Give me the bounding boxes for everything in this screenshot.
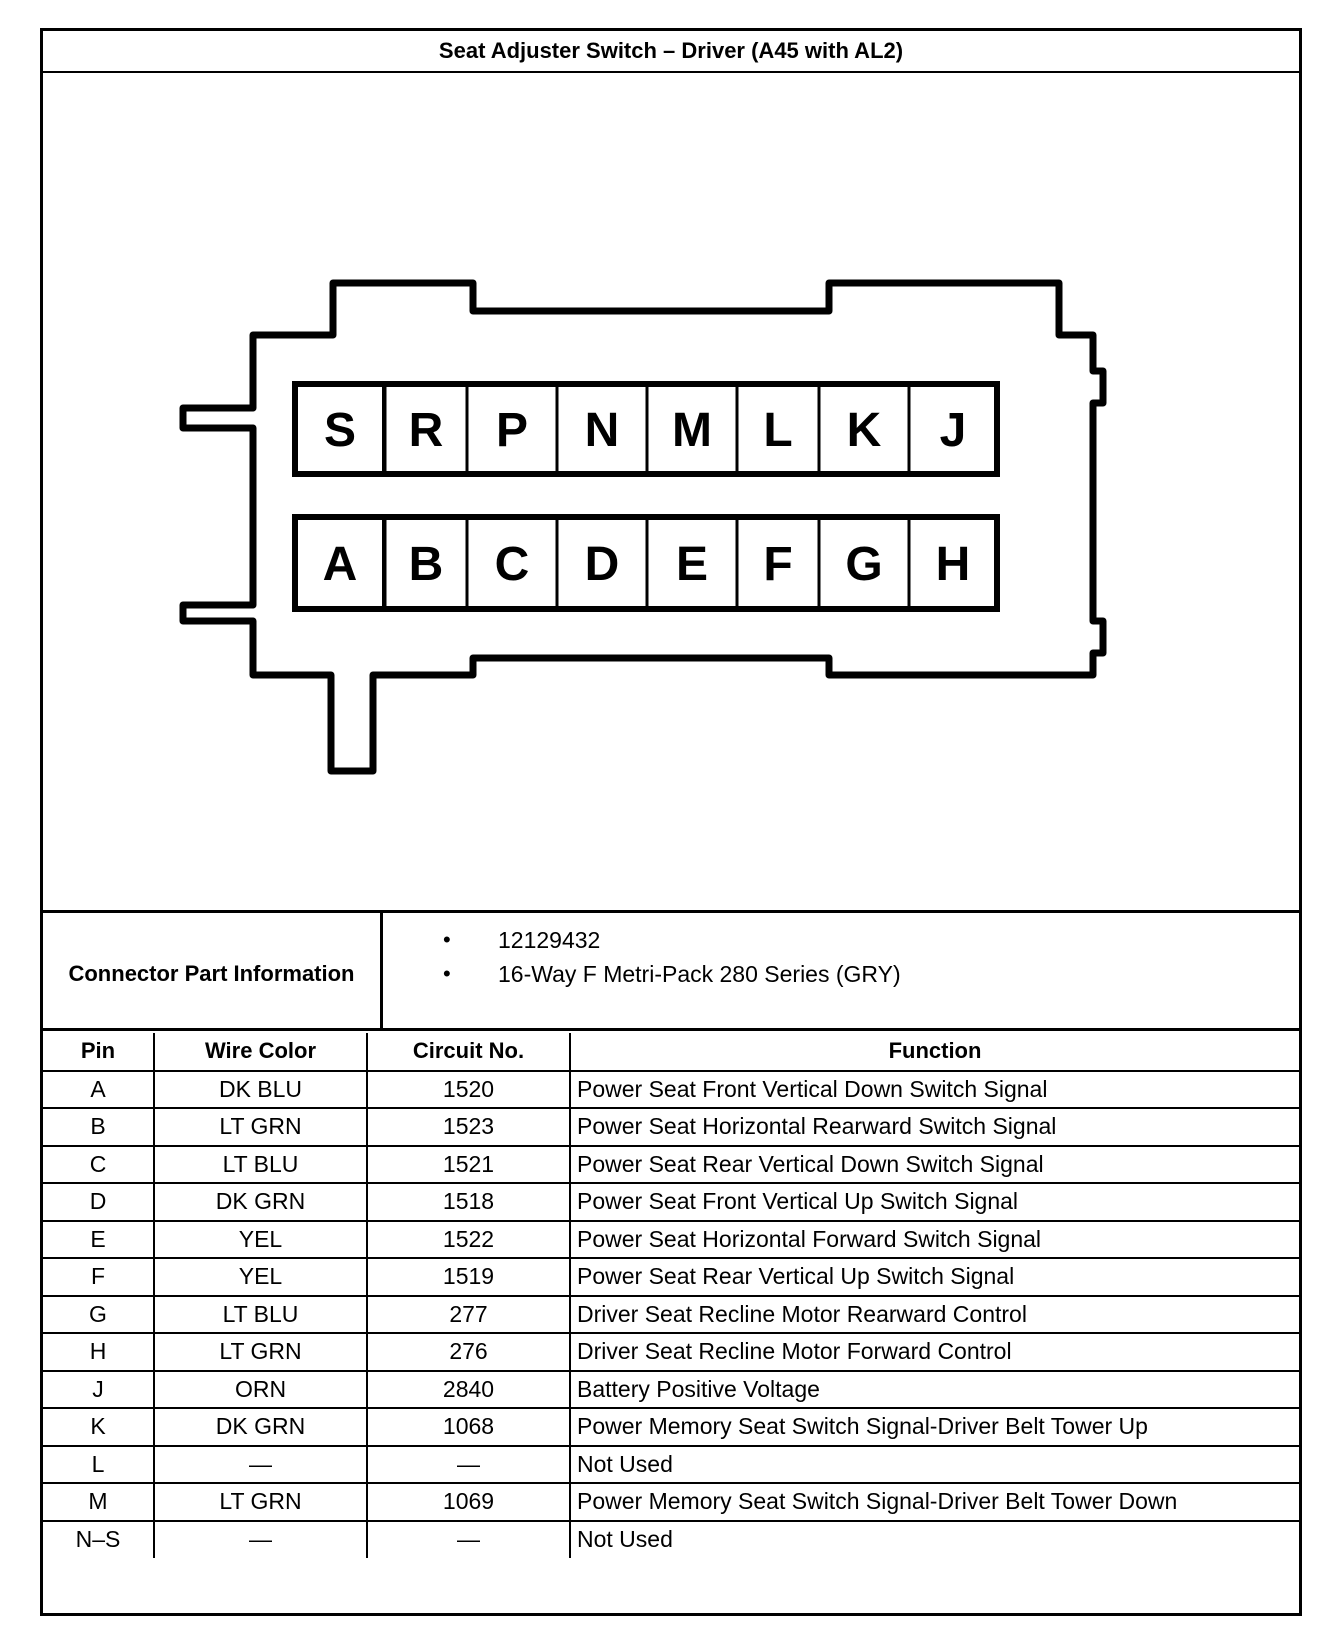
header-pin: Pin xyxy=(43,1033,154,1071)
header-circuit-no: Circuit No. xyxy=(367,1033,570,1071)
table-row xyxy=(43,1446,1299,1484)
function-cell: Battery Positive Voltage xyxy=(570,1371,1299,1409)
table-row xyxy=(43,1221,1299,1259)
pin-label-a: A xyxy=(322,538,358,591)
circuit-cell: 1518 xyxy=(367,1183,570,1221)
table-row xyxy=(43,1333,1299,1371)
page-title: Seat Adjuster Switch – Driver (A45 with AL2) xyxy=(43,31,1299,73)
wire-color-cell: DK GRN xyxy=(154,1408,367,1446)
circuit-cell: 1068 xyxy=(367,1408,570,1446)
pin-cell: C xyxy=(43,1146,154,1184)
pin-label-j: J xyxy=(939,404,967,457)
pin-label-f: F xyxy=(763,538,793,591)
pin-label-r: R xyxy=(408,404,444,457)
pin-cell: J xyxy=(43,1371,154,1409)
part-info-list xyxy=(443,923,901,991)
pin-label-l: L xyxy=(763,404,793,457)
connector-face-svg xyxy=(43,73,1305,913)
function-cell: Not Used xyxy=(570,1446,1299,1484)
wire-color-cell: LT GRN xyxy=(154,1108,367,1146)
pinout-table xyxy=(43,1033,1299,1558)
wire-color-cell: — xyxy=(154,1446,367,1484)
circuit-cell: 277 xyxy=(367,1296,570,1334)
table-header-row xyxy=(43,1033,1299,1071)
circuit-cell: 1520 xyxy=(367,1071,570,1109)
table-row xyxy=(43,1296,1299,1334)
function-cell: Driver Seat Recline Motor Forward Control xyxy=(570,1333,1299,1371)
connector-part-info xyxy=(43,913,1299,1031)
function-cell: Not Used xyxy=(570,1521,1299,1559)
pin-cell: F xyxy=(43,1258,154,1296)
table-row xyxy=(43,1183,1299,1221)
part-info-label: Connector Part Information xyxy=(43,913,383,1028)
wire-color-cell: YEL xyxy=(154,1258,367,1296)
function-cell: Driver Seat Recline Motor Rearward Control xyxy=(570,1296,1299,1334)
pin-cell: E xyxy=(43,1221,154,1259)
pin-cell: H xyxy=(43,1333,154,1371)
table-row xyxy=(43,1408,1299,1446)
pin-cell: G xyxy=(43,1296,154,1334)
circuit-cell: — xyxy=(367,1521,570,1559)
connector-diagram xyxy=(43,73,1299,913)
function-cell: Power Seat Horizontal Forward Switch Signal xyxy=(570,1221,1299,1259)
wire-color-cell: DK GRN xyxy=(154,1183,367,1221)
pin-label-p: P xyxy=(495,404,529,457)
pin-label-s: S xyxy=(323,404,357,457)
wire-color-cell: ORN xyxy=(154,1371,367,1409)
function-cell: Power Memory Seat Switch Signal-Driver Belt Tower Down xyxy=(570,1483,1299,1521)
circuit-cell: 1523 xyxy=(367,1108,570,1146)
wire-color-cell: LT GRN xyxy=(154,1483,367,1521)
circuit-cell: 1519 xyxy=(367,1258,570,1296)
pin-cell: K xyxy=(43,1408,154,1446)
pin-label-g: G xyxy=(845,538,883,591)
pin-label-e: E xyxy=(675,538,709,591)
pin-label-m: M xyxy=(672,404,712,457)
header-wire-color: Wire Color xyxy=(154,1033,367,1071)
table-row xyxy=(43,1071,1299,1109)
header-function: Function xyxy=(570,1033,1299,1071)
function-cell: Power Seat Rear Vertical Down Switch Signal xyxy=(570,1146,1299,1184)
connector-sheet xyxy=(40,28,1302,1616)
pin-cell: L xyxy=(43,1446,154,1484)
pin-label-d: D xyxy=(584,538,620,591)
circuit-cell: — xyxy=(367,1446,570,1484)
function-cell: Power Seat Front Vertical Down Switch Signal xyxy=(570,1071,1299,1109)
pin-label-c: C xyxy=(494,538,530,591)
table-row xyxy=(43,1483,1299,1521)
pin-cell: B xyxy=(43,1108,154,1146)
circuit-cell: 276 xyxy=(367,1333,570,1371)
table-row xyxy=(43,1146,1299,1184)
circuit-cell: 2840 xyxy=(367,1371,570,1409)
pin-label-k: K xyxy=(846,404,882,457)
wire-color-cell: LT GRN xyxy=(154,1333,367,1371)
pin-label-b: B xyxy=(408,538,444,591)
circuit-cell: 1522 xyxy=(367,1221,570,1259)
part-number: • 12129432 xyxy=(443,923,901,957)
table-row xyxy=(43,1258,1299,1296)
function-cell: Power Seat Horizontal Rearward Switch Signal xyxy=(570,1108,1299,1146)
pin-label-h: H xyxy=(935,538,971,591)
table-row xyxy=(43,1521,1299,1559)
table-row xyxy=(43,1108,1299,1146)
circuit-cell: 1521 xyxy=(367,1146,570,1184)
circuit-cell: 1069 xyxy=(367,1483,570,1521)
pin-cell: N–S xyxy=(43,1521,154,1559)
function-cell: Power Seat Front Vertical Up Switch Signal xyxy=(570,1183,1299,1221)
pin-cell: D xyxy=(43,1183,154,1221)
wire-color-cell: LT BLU xyxy=(154,1146,367,1184)
function-cell: Power Seat Rear Vertical Up Switch Signal xyxy=(570,1258,1299,1296)
table-row xyxy=(43,1371,1299,1409)
pin-cell: M xyxy=(43,1483,154,1521)
function-cell: Power Memory Seat Switch Signal-Driver Belt Tower Up xyxy=(570,1408,1299,1446)
wire-color-cell: — xyxy=(154,1521,367,1559)
wire-color-cell: DK BLU xyxy=(154,1071,367,1109)
wire-color-cell: LT BLU xyxy=(154,1296,367,1334)
connector-description: • 16-Way F Metri-Pack 280 Series (GRY) xyxy=(443,957,901,991)
wire-color-cell: YEL xyxy=(154,1221,367,1259)
pin-cell: A xyxy=(43,1071,154,1109)
pin-label-n: N xyxy=(584,404,620,457)
